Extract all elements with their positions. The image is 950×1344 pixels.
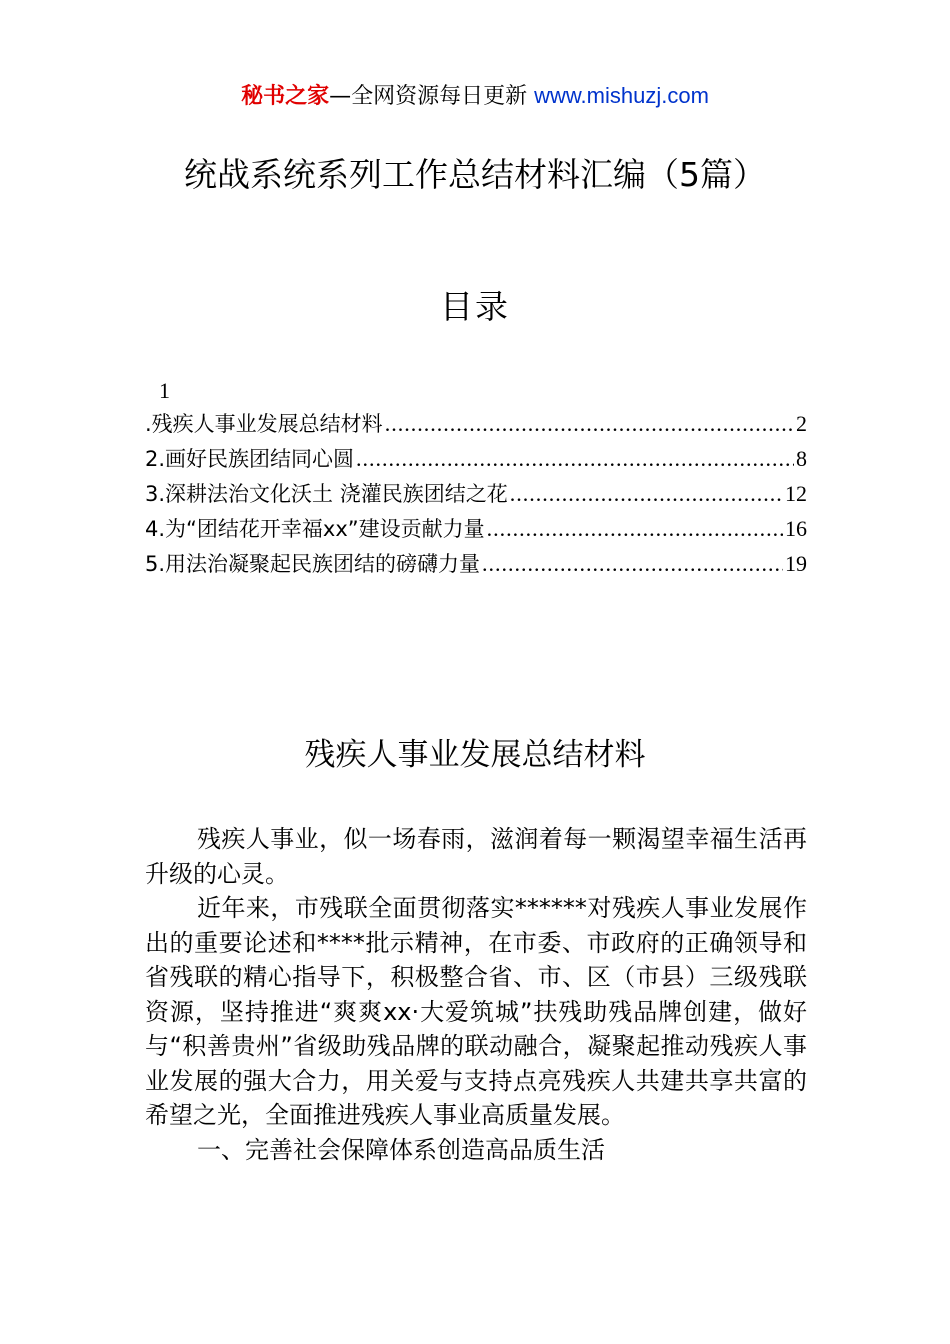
toc-heading: 目录: [440, 287, 510, 326]
toc-entry-page: 16: [785, 516, 807, 541]
toc-entry-title: 3.深耕法治文化沃土 浇灌民族团结之花: [145, 482, 508, 506]
toc-first-number: 1: [159, 378, 170, 403]
toc-entry[interactable]: [145, 511, 807, 546]
toc-entry[interactable]: [145, 441, 807, 476]
toc-entry-page: 12: [785, 481, 807, 506]
toc-entry-page: 19: [785, 551, 807, 576]
toc-entry[interactable]: [145, 476, 807, 511]
body-paragraph: 一、完善社会保障体系创造高品质生活: [197, 1135, 605, 1164]
toc-leader-dots: [487, 511, 783, 546]
toc-entry-title: 4.为“团结花开幸福xx”建设贡献力量: [145, 517, 485, 541]
toc-leader-dots: [482, 546, 783, 581]
body-paragraph: 近年来，市残联全面贯彻落实******对残疾人事业发展作出的重要论述和****批示精神，在市委、市政府的正确领导和省残联的精心指导下，积极整合省、市、区（市县）三级残联资源，坚持推进“爽爽xx·大爱筑城”扶残助残品牌创建，做好与“积善贵州”省级助残品牌的联动融合，凝聚起推动残疾人事业发展的强大合力，用关爱与支持点亮残疾人共建共享共富的希望之光，全面推进残疾人事业高质量发展。: [145, 894, 807, 1129]
toc-entry-page: 2: [796, 411, 807, 436]
toc-entry-page: 8: [796, 446, 807, 471]
toc-entry-title: 2.画好民族团结同心圆: [145, 447, 355, 471]
toc-leader-dots: [385, 406, 794, 441]
document-title: 统战系统系列工作总结材料汇编（5篇）: [184, 155, 766, 194]
toc-entry-title: 5.用法治凝聚起民族团结的磅礴力量: [145, 552, 481, 576]
toc-leader-dots: [356, 441, 794, 476]
section-title: 残疾人事业发展总结材料: [304, 737, 646, 773]
site-header: [0, 80, 950, 113]
body-paragraph: 残疾人事业，似一场春雨，滋润着每一颗渴望幸福生活再升级的心灵。: [145, 825, 807, 888]
toc-entry[interactable]: [145, 546, 807, 581]
site-slogan: —全网资源每日更新: [329, 84, 528, 109]
body-text: [145, 822, 807, 1167]
site-url-link[interactable]: www.mishuzj.com: [534, 83, 709, 108]
toc-leader-dots: [510, 476, 783, 511]
toc-entry-title: .残疾人事业发展总结材料: [145, 412, 383, 436]
table-of-contents: [145, 376, 807, 581]
toc-entry[interactable]: [145, 406, 807, 441]
site-brand: 秘书之家: [241, 84, 330, 109]
